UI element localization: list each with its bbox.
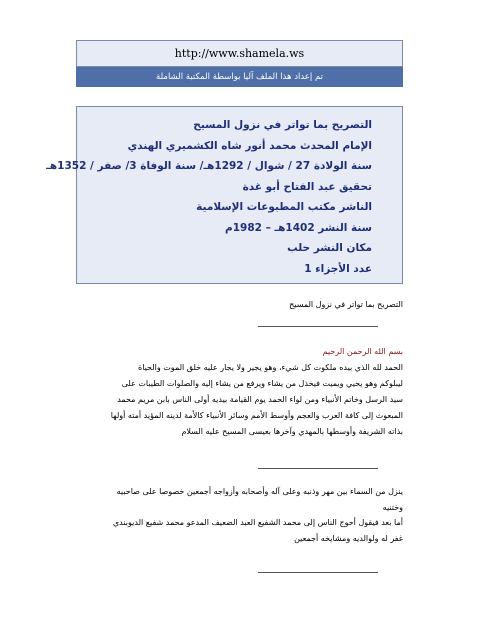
- book-publish-year: سنة النشر 1402هـ – 1982م: [225, 221, 372, 234]
- book-publisher: الناشر مكتب المطبوعات الإسلامية: [196, 201, 372, 213]
- text-line: الحمد لله الذي بيده ملكوت كل شيء، وهو يجير ولا يجار عليه خلق الموت والحياة: [138, 363, 403, 372]
- divider: [258, 326, 378, 327]
- text-line: المبعوث إلى كافة العرب والعجم وأوسط الأمم وسائر الأنبياء كالأمة لدينه المؤيد أمته أولها: [110, 411, 403, 420]
- paragraph-intro: [76, 360, 403, 440]
- book-editor: تحقيق عبد الفتاح أبو غدة: [242, 180, 372, 193]
- paragraph-continuation: [76, 484, 403, 516]
- text-line: أما بعد فيقول أحوج الناس إلى محمد الشفيع العبد الضعيف المدعو محمد شفيع الديوبندي: [112, 518, 403, 527]
- text-line: غفر له ولوالديه ومشايخه أجمعين: [294, 534, 403, 543]
- text-line: ليبلوكم وهو يحيي ويميت فيخذل من يشاء ويرفع من يشاء إليه والصلوات الطيبات على: [121, 379, 403, 388]
- divider: [258, 572, 378, 573]
- basmala: بسم الله الرحمن الرحيم: [322, 347, 403, 356]
- book-dates: سنة الولادة 27 / شوال / 1292هـ/ سنة الوفاة 3/ صفر / 1352هـ: [46, 160, 372, 172]
- generated-banner: تم إعداد هذا الملف آليا بواسطة المكتبة الشاملة: [76, 67, 403, 87]
- text-line: ينزل من السماء بين مهر وذنبه وعلى آله وأصحابه وأزواجه أجمعين خصوصا على صاحبيه: [116, 487, 403, 496]
- paragraph-author-intro: [76, 515, 403, 547]
- body-title: التصريح بما تواتر في نزول المسيح: [289, 300, 403, 309]
- book-info-box: [46, 106, 403, 284]
- text-line: وختنيه: [382, 503, 403, 512]
- book-volumes: عدد الأجزاء 1: [304, 262, 372, 275]
- divider: [258, 468, 378, 469]
- text-line: بذاته الشريفة وأوسطها بالمهدي وآخرها بعيسى المسيح عليه السلام: [181, 427, 403, 436]
- book-publish-place: مكان النشر حلب: [287, 242, 372, 254]
- url-box: [76, 40, 403, 67]
- site-url[interactable]: http://www.shamela.ws: [174, 47, 305, 60]
- text-line: سيد الرسل وخاتم الأنبياء ومن لواء الحمد يوم القيامة بيديه أولى الناس بابن مريم محمد: [117, 395, 403, 404]
- book-title: التصريح بما تواتر في نزول المسيح: [193, 119, 372, 131]
- book-author: الإمام المحدث محمد أنور شاه الكشميري الهندي: [127, 139, 372, 152]
